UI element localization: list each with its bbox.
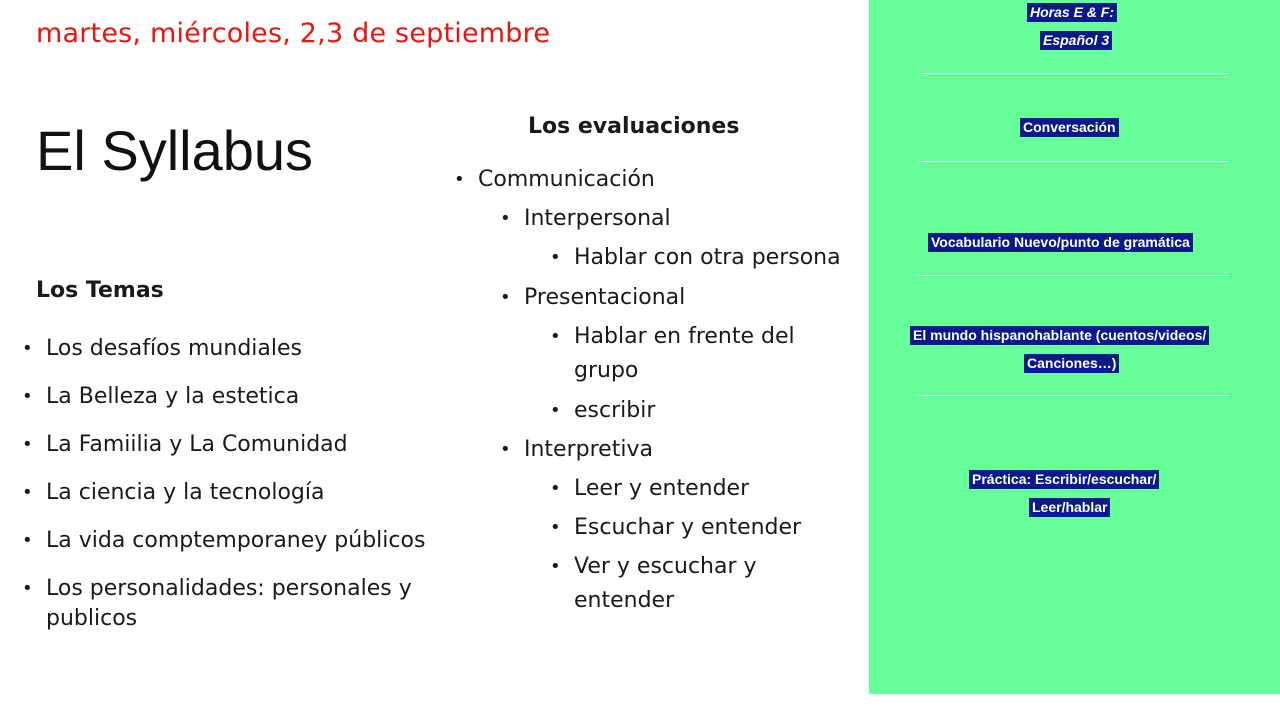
temas-heading: Los Temas	[36, 278, 164, 303]
divider	[920, 73, 1229, 74]
list-item: • Los desafíos mundiales	[20, 334, 500, 364]
list-item: • Presentacional	[450, 281, 860, 314]
list-item: • Leer y entender	[450, 472, 860, 505]
date-heading: martes, miércoles, 2,3 de septiembre	[36, 18, 551, 49]
espanol-label: Español 3	[1040, 31, 1112, 50]
list-item: • Ver y escuchar y entender	[450, 550, 860, 618]
list-item: • Los personalidades: personales y publicos	[20, 574, 500, 634]
practica-label-line2: Leer/hablar	[1029, 498, 1110, 517]
horas-label: Horas E & F:	[1027, 3, 1117, 22]
list-item: • La Belleza y la estetica	[20, 382, 500, 412]
list-item: • Hablar con otra persona	[450, 241, 860, 275]
list-item: • La Famiilia y La Comunidad	[20, 430, 500, 460]
schedule-panel	[869, 0, 1280, 694]
list-item: • Escuchar y entender	[450, 511, 860, 544]
mundo-label-line2: Canciones…)	[1024, 354, 1119, 373]
list-item: • Hablar en frente del grupo	[450, 320, 860, 388]
list-item: • Interpersonal	[450, 202, 860, 235]
list-item: • Communicación	[450, 163, 860, 196]
conversacion-label: Conversación	[1020, 118, 1119, 137]
evaluaciones-list	[450, 163, 860, 624]
page-title: El Syllabus	[36, 119, 314, 182]
evaluaciones-heading: Los evaluaciones	[528, 114, 740, 139]
divider	[920, 275, 1229, 276]
list-item: • escribir	[450, 394, 860, 427]
list-item: • La ciencia y la tecnología	[20, 478, 500, 508]
list-item: • La vida comptemporaney públicos	[20, 526, 500, 556]
list-item: • Interpretiva	[450, 433, 860, 466]
divider	[920, 395, 1229, 396]
mundo-label-line1: El mundo hispanohablante (cuentos/videos/	[910, 326, 1209, 345]
temas-list	[20, 334, 500, 652]
vocabulario-label: Vocabulario Nuevo/punto de gramática	[928, 233, 1193, 252]
divider	[920, 161, 1229, 162]
practica-label-line1: Práctica: Escribir/escuchar/	[969, 470, 1159, 489]
